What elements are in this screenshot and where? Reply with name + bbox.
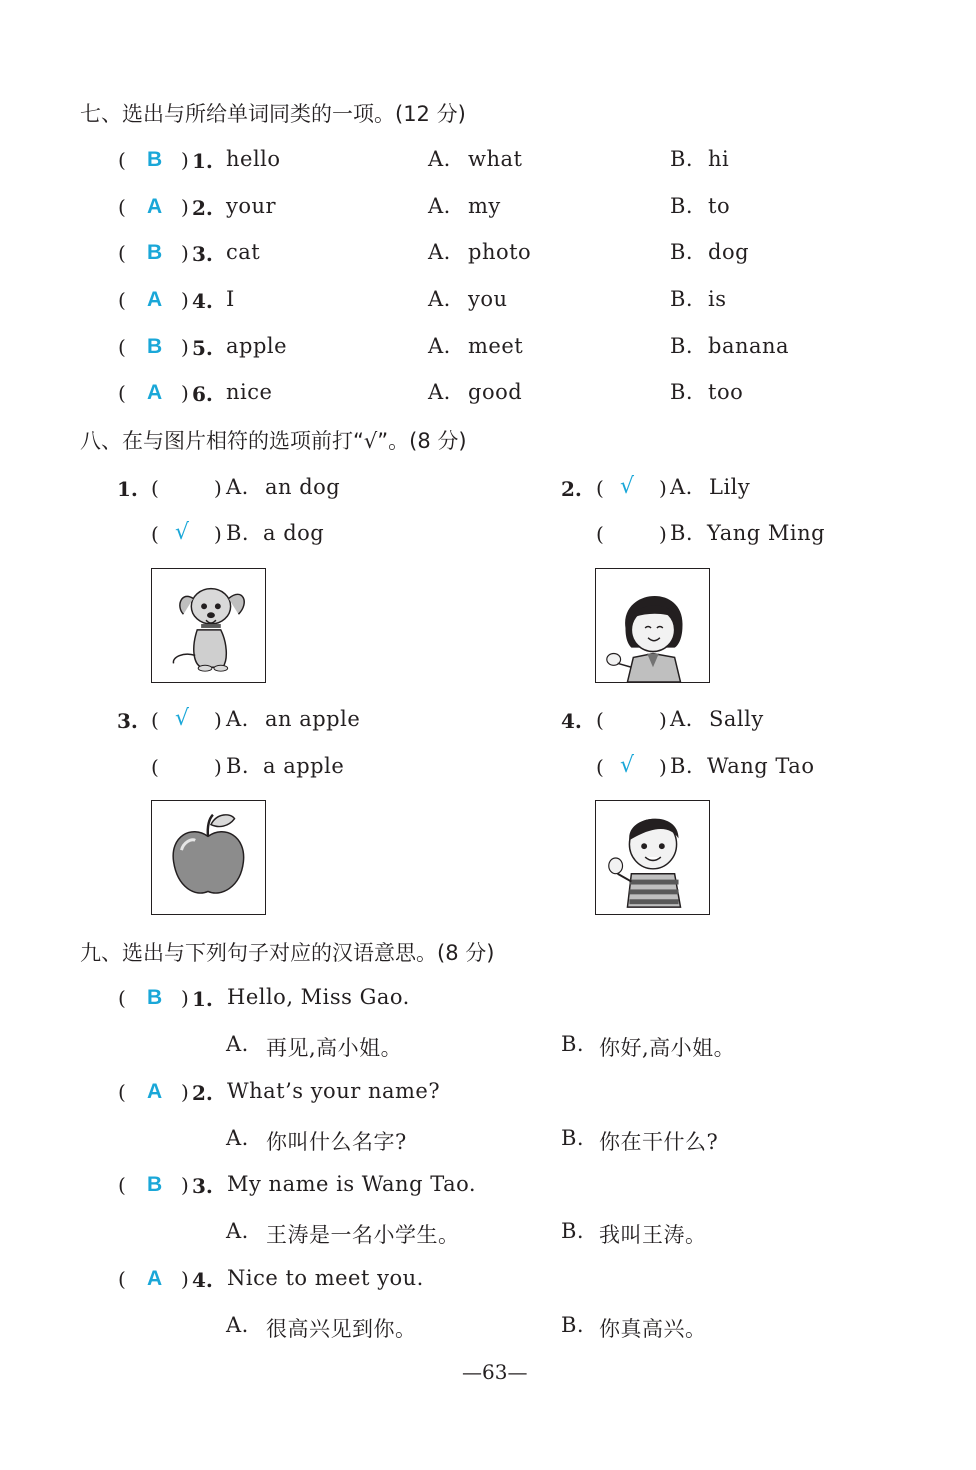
answer-letter: A bbox=[147, 1267, 163, 1290]
open-paren: ( bbox=[118, 241, 126, 265]
given-word: apple bbox=[226, 334, 288, 358]
close-paren: ) bbox=[214, 522, 222, 546]
option-a-label: A. bbox=[428, 147, 451, 171]
section-7-title: 七、选出与所给单词同类的一项。(12 分) bbox=[80, 102, 466, 126]
option-a-label: A. bbox=[226, 707, 249, 731]
question-number: 1. bbox=[117, 477, 138, 501]
english-sentence: My name is Wang Tao. bbox=[227, 1172, 477, 1196]
option-b-text: dog bbox=[708, 240, 750, 264]
option-a-label: A. bbox=[670, 475, 693, 499]
close-paren: ) bbox=[181, 1173, 189, 1197]
option-b-text: Wang Tao bbox=[707, 754, 815, 778]
option-a-text: 很高兴见到你。 bbox=[266, 1317, 417, 1341]
option-b-label: B. bbox=[670, 287, 694, 311]
question-number: 1. bbox=[192, 987, 213, 1011]
answer-letter: B bbox=[147, 241, 163, 264]
close-paren: ) bbox=[659, 476, 667, 500]
option-b-label: B. bbox=[670, 380, 694, 404]
answer-letter: B bbox=[147, 335, 163, 358]
close-paren: ) bbox=[181, 195, 189, 219]
given-word: cat bbox=[226, 240, 261, 264]
open-paren: ( bbox=[596, 755, 604, 779]
option-a-text: good bbox=[468, 380, 523, 404]
option-b-label: B. bbox=[561, 1313, 585, 1337]
answer-letter: B bbox=[147, 1173, 163, 1196]
open-paren: ( bbox=[118, 335, 126, 359]
option-a-text: what bbox=[468, 147, 523, 171]
open-paren: ( bbox=[596, 476, 604, 500]
question-number: 5. bbox=[192, 336, 213, 360]
option-a-text: meet bbox=[468, 334, 524, 358]
option-b-text: is bbox=[708, 287, 727, 311]
close-paren: ) bbox=[181, 381, 189, 405]
girl-icon bbox=[596, 569, 709, 682]
option-a-text: photo bbox=[468, 240, 532, 264]
option-b-label: B. bbox=[226, 754, 250, 778]
option-b-label: B. bbox=[670, 521, 694, 545]
close-paren: ) bbox=[181, 288, 189, 312]
question-number: 3. bbox=[192, 1174, 213, 1198]
option-a-text: Lily bbox=[709, 475, 751, 499]
check-mark-icon: √ bbox=[620, 753, 635, 778]
open-paren: ( bbox=[151, 755, 159, 779]
answer-letter: B bbox=[147, 986, 163, 1009]
option-a-label: A. bbox=[428, 287, 451, 311]
option-b-label: B. bbox=[561, 1032, 585, 1056]
option-a-label: A. bbox=[226, 1313, 249, 1337]
option-a-text: 你叫什么名字? bbox=[266, 1130, 407, 1154]
question-number: 1. bbox=[192, 149, 213, 173]
option-a-label: A. bbox=[428, 240, 451, 264]
close-paren: ) bbox=[659, 708, 667, 732]
dog-icon bbox=[152, 569, 265, 682]
open-paren: ( bbox=[151, 708, 159, 732]
option-b-text: banana bbox=[708, 334, 790, 358]
option-a-text: 王涛是一名小学生。 bbox=[266, 1223, 460, 1247]
option-b-text: Yang Ming bbox=[707, 521, 826, 545]
option-b-text: 我叫王涛。 bbox=[599, 1223, 707, 1247]
question-number: 2. bbox=[561, 477, 582, 501]
option-b-text: 你真高兴。 bbox=[599, 1317, 707, 1341]
option-b-label: B. bbox=[670, 194, 694, 218]
option-a-text: an dog bbox=[265, 475, 341, 499]
question-number: 2. bbox=[192, 196, 213, 220]
english-sentence: Nice to meet you. bbox=[227, 1266, 424, 1290]
boy-picture bbox=[595, 800, 710, 915]
option-b-text: to bbox=[708, 194, 731, 218]
open-paren: ( bbox=[118, 986, 126, 1010]
question-number: 3. bbox=[117, 709, 138, 733]
question-number: 3. bbox=[192, 242, 213, 266]
check-mark-icon: √ bbox=[620, 474, 635, 499]
close-paren: ) bbox=[181, 148, 189, 172]
close-paren: ) bbox=[181, 1080, 189, 1104]
answer-letter: A bbox=[147, 288, 163, 311]
close-paren: ) bbox=[181, 241, 189, 265]
option-a-text: Sally bbox=[709, 707, 764, 731]
close-paren: ) bbox=[181, 1267, 189, 1291]
option-b-label: B. bbox=[670, 240, 694, 264]
option-a-label: A. bbox=[428, 194, 451, 218]
option-a-label: A. bbox=[226, 1032, 249, 1056]
close-paren: ) bbox=[214, 708, 222, 732]
option-a-text: 再见,高小姐。 bbox=[266, 1036, 403, 1060]
option-a-text: you bbox=[468, 287, 508, 311]
question-number: 4. bbox=[192, 289, 213, 313]
question-number: 6. bbox=[192, 382, 213, 406]
option-b-label: B. bbox=[226, 521, 250, 545]
girl-picture bbox=[595, 568, 710, 683]
check-mark-icon: √ bbox=[175, 520, 190, 545]
close-paren: ) bbox=[181, 335, 189, 359]
open-paren: ( bbox=[118, 1080, 126, 1104]
option-a-label: A. bbox=[226, 475, 249, 499]
option-b-label: B. bbox=[670, 334, 694, 358]
option-b-label: B. bbox=[561, 1126, 585, 1150]
option-b-text: too bbox=[708, 380, 744, 404]
open-paren: ( bbox=[596, 708, 604, 732]
option-a-label: A. bbox=[226, 1126, 249, 1150]
option-b-label: B. bbox=[561, 1219, 585, 1243]
answer-letter: A bbox=[147, 1080, 163, 1103]
open-paren: ( bbox=[596, 522, 604, 546]
given-word: nice bbox=[226, 380, 273, 404]
boy-icon bbox=[596, 801, 709, 914]
option-a-text: my bbox=[468, 194, 501, 218]
question-number: 2. bbox=[192, 1081, 213, 1105]
close-paren: ) bbox=[181, 986, 189, 1010]
option-b-label: B. bbox=[670, 754, 694, 778]
open-paren: ( bbox=[118, 148, 126, 172]
option-b-text: 你在干什么? bbox=[599, 1130, 719, 1154]
close-paren: ) bbox=[214, 755, 222, 779]
given-word: your bbox=[226, 194, 277, 218]
close-paren: ) bbox=[659, 522, 667, 546]
open-paren: ( bbox=[118, 288, 126, 312]
close-paren: ) bbox=[214, 476, 222, 500]
section-8-title: 八、在与图片相符的选项前打“√”。(8 分) bbox=[80, 429, 467, 453]
option-b-label: B. bbox=[670, 147, 694, 171]
option-a-label: A. bbox=[428, 380, 451, 404]
option-b-text: 你好,高小姐。 bbox=[599, 1036, 736, 1060]
option-b-text: a apple bbox=[263, 754, 345, 778]
option-a-text: an apple bbox=[265, 707, 361, 731]
apple-icon bbox=[152, 801, 265, 914]
answer-letter: A bbox=[147, 381, 163, 404]
option-a-label: A. bbox=[226, 1219, 249, 1243]
answer-letter: B bbox=[147, 148, 163, 171]
open-paren: ( bbox=[118, 195, 126, 219]
close-paren: ) bbox=[659, 755, 667, 779]
question-number: 4. bbox=[192, 1268, 213, 1292]
dog-picture bbox=[151, 568, 266, 683]
english-sentence: Hello, Miss Gao. bbox=[227, 985, 410, 1009]
option-b-text: hi bbox=[708, 147, 730, 171]
open-paren: ( bbox=[118, 1173, 126, 1197]
english-sentence: What’s your name? bbox=[227, 1079, 441, 1103]
apple-picture bbox=[151, 800, 266, 915]
answer-letter: A bbox=[147, 195, 163, 218]
option-a-label: A. bbox=[428, 334, 451, 358]
check-mark-icon: √ bbox=[175, 706, 190, 731]
section-9-title: 九、选出与下列句子对应的汉语意思。(8 分) bbox=[80, 941, 495, 965]
question-number: 4. bbox=[561, 709, 582, 733]
option-b-text: a dog bbox=[263, 521, 325, 545]
option-a-label: A. bbox=[670, 707, 693, 731]
given-word: hello bbox=[226, 147, 281, 171]
open-paren: ( bbox=[151, 476, 159, 500]
given-word: I bbox=[226, 287, 235, 311]
page-number: —63— bbox=[462, 1360, 528, 1384]
open-paren: ( bbox=[118, 381, 126, 405]
open-paren: ( bbox=[151, 522, 159, 546]
open-paren: ( bbox=[118, 1267, 126, 1291]
